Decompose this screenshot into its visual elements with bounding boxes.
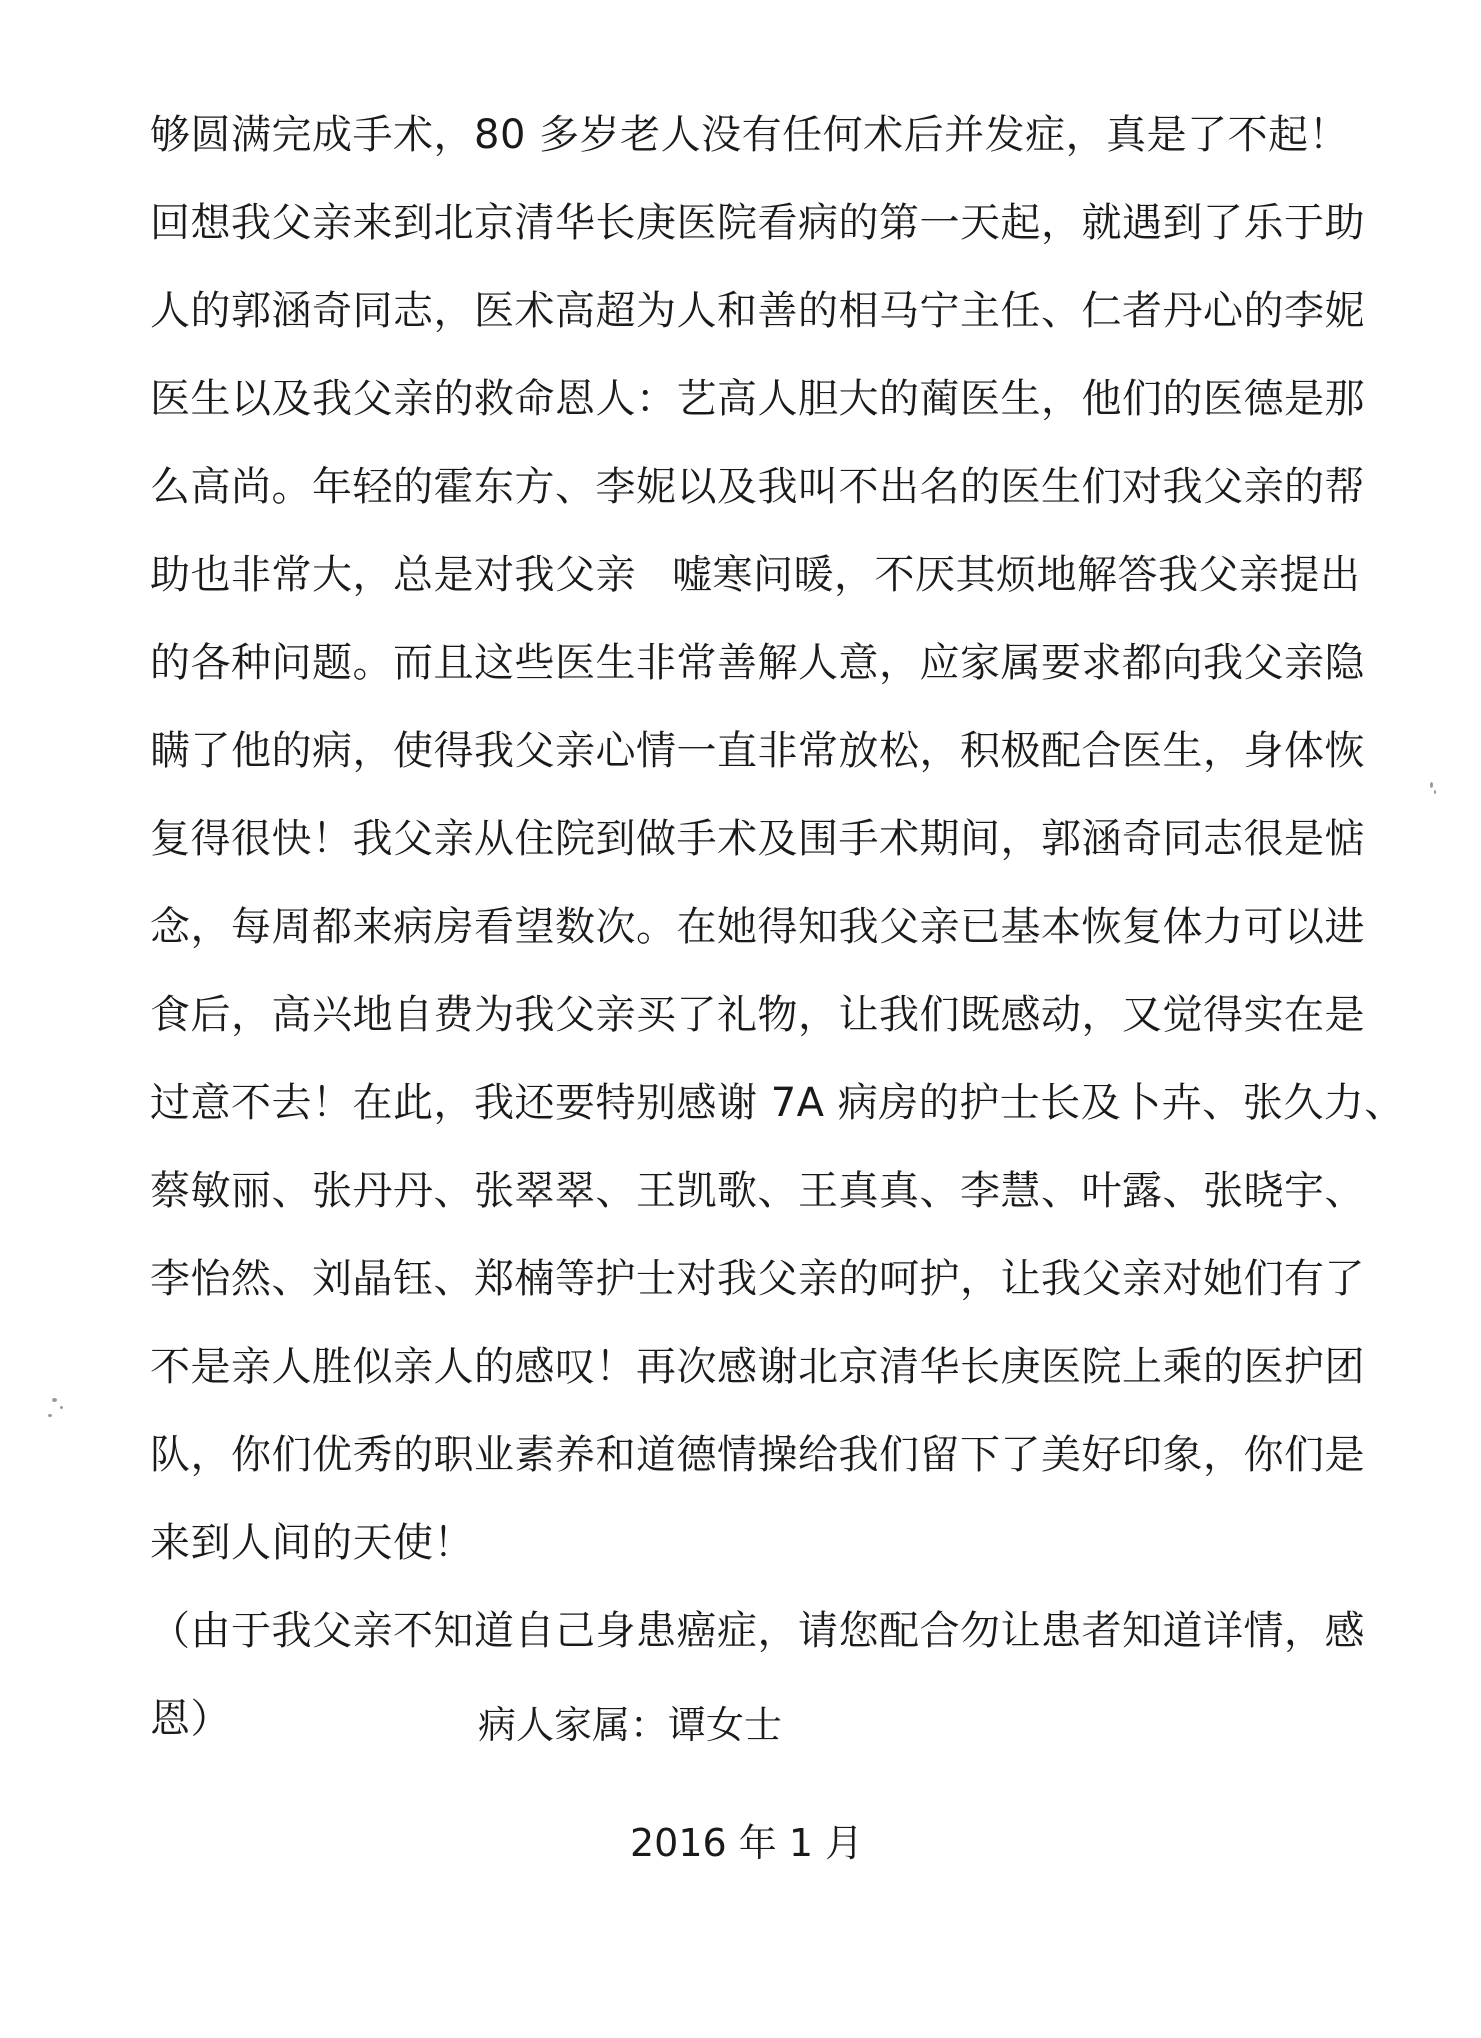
letter-body [150, 108, 1405, 1780]
letter-line-6-part-2: 嘘寒问暖，不厌其烦地解答我父亲提出 [672, 552, 1361, 598]
letter-line-6-part-1: 助也非常大，总是对我父亲 [150, 552, 636, 598]
letter-line-9: 复得很快！我父亲从住院到做手术及围手术期间，郭涵奇同志很是惦 [150, 816, 1365, 862]
signature: 病人家属：谭女士 [478, 1703, 783, 1747]
letter-line-12: 过意不去！在此，我还要特别感谢 7A 病房的护士长及卜卉、张久力、 [150, 1080, 1405, 1126]
scan-speck [48, 1414, 52, 1417]
letter-line-14: 李怡然、刘晶钰、郑楠等护士对我父亲的呵护，让我父亲对她们有了 [150, 1256, 1365, 1302]
scan-speck [1430, 782, 1433, 788]
letter-line-7: 的各种问题。而且这些医生非常善解人意，应家属要求都向我父亲隐 [150, 640, 1365, 686]
scan-speck [1434, 790, 1436, 794]
letter-line-15: 不是亲人胜似亲人的感叹！再次感谢北京清华长庚医院上乘的医护团 [150, 1344, 1365, 1390]
letter-line-1: 够圆满完成手术，80 多岁老人没有任何术后并发症，真是了不起！ [150, 112, 1350, 158]
letter-line-5: 么高尚。年轻的霍东方、李妮以及我叫不出名的医生们对我父亲的帮 [150, 464, 1365, 510]
letter-line-3: 人的郭涵奇同志，医术高超为人和善的相马宁主任、仁者丹心的李妮 [150, 288, 1365, 334]
letter-line-17: 来到人间的天使！ [150, 1520, 474, 1566]
letter-line-2: 回想我父亲来到北京清华长庚医院看病的第一天起，就遇到了乐于助 [150, 200, 1365, 246]
letter-line-19: 恩） [150, 1696, 231, 1742]
letter-line-10: 念，每周都来病房看望数次。在她得知我父亲已基本恢复体力可以进 [150, 904, 1365, 950]
letter-line-6 [150, 548, 1361, 636]
letter-line-11: 食后，高兴地自费为我父亲买了礼物，让我们既感动，又觉得实在是 [150, 992, 1365, 1038]
letter-line-18: （由于我父亲不知道自己身患癌症，请您配合勿让患者知道详情，感 [150, 1608, 1365, 1654]
scan-speck [60, 1406, 63, 1409]
letter-line-4: 医生以及我父亲的救命恩人：艺高人胆大的蔺医生，他们的医德是那 [150, 376, 1365, 422]
scan-speck [52, 1398, 57, 1402]
letter-date: 2016 年 1 月 [630, 1821, 864, 1865]
letter-line-13: 蔡敏丽、张丹丹、张翠翠、王凯歌、王真真、李慧、叶露、张晓宇、 [150, 1168, 1365, 1214]
letter-line-16: 队，你们优秀的职业素养和道德情操给我们留下了美好印象，你们是 [150, 1432, 1365, 1478]
letter-line-8: 瞒了他的病，使得我父亲心情一直非常放松，积极配合医生，身体恢 [150, 728, 1365, 774]
